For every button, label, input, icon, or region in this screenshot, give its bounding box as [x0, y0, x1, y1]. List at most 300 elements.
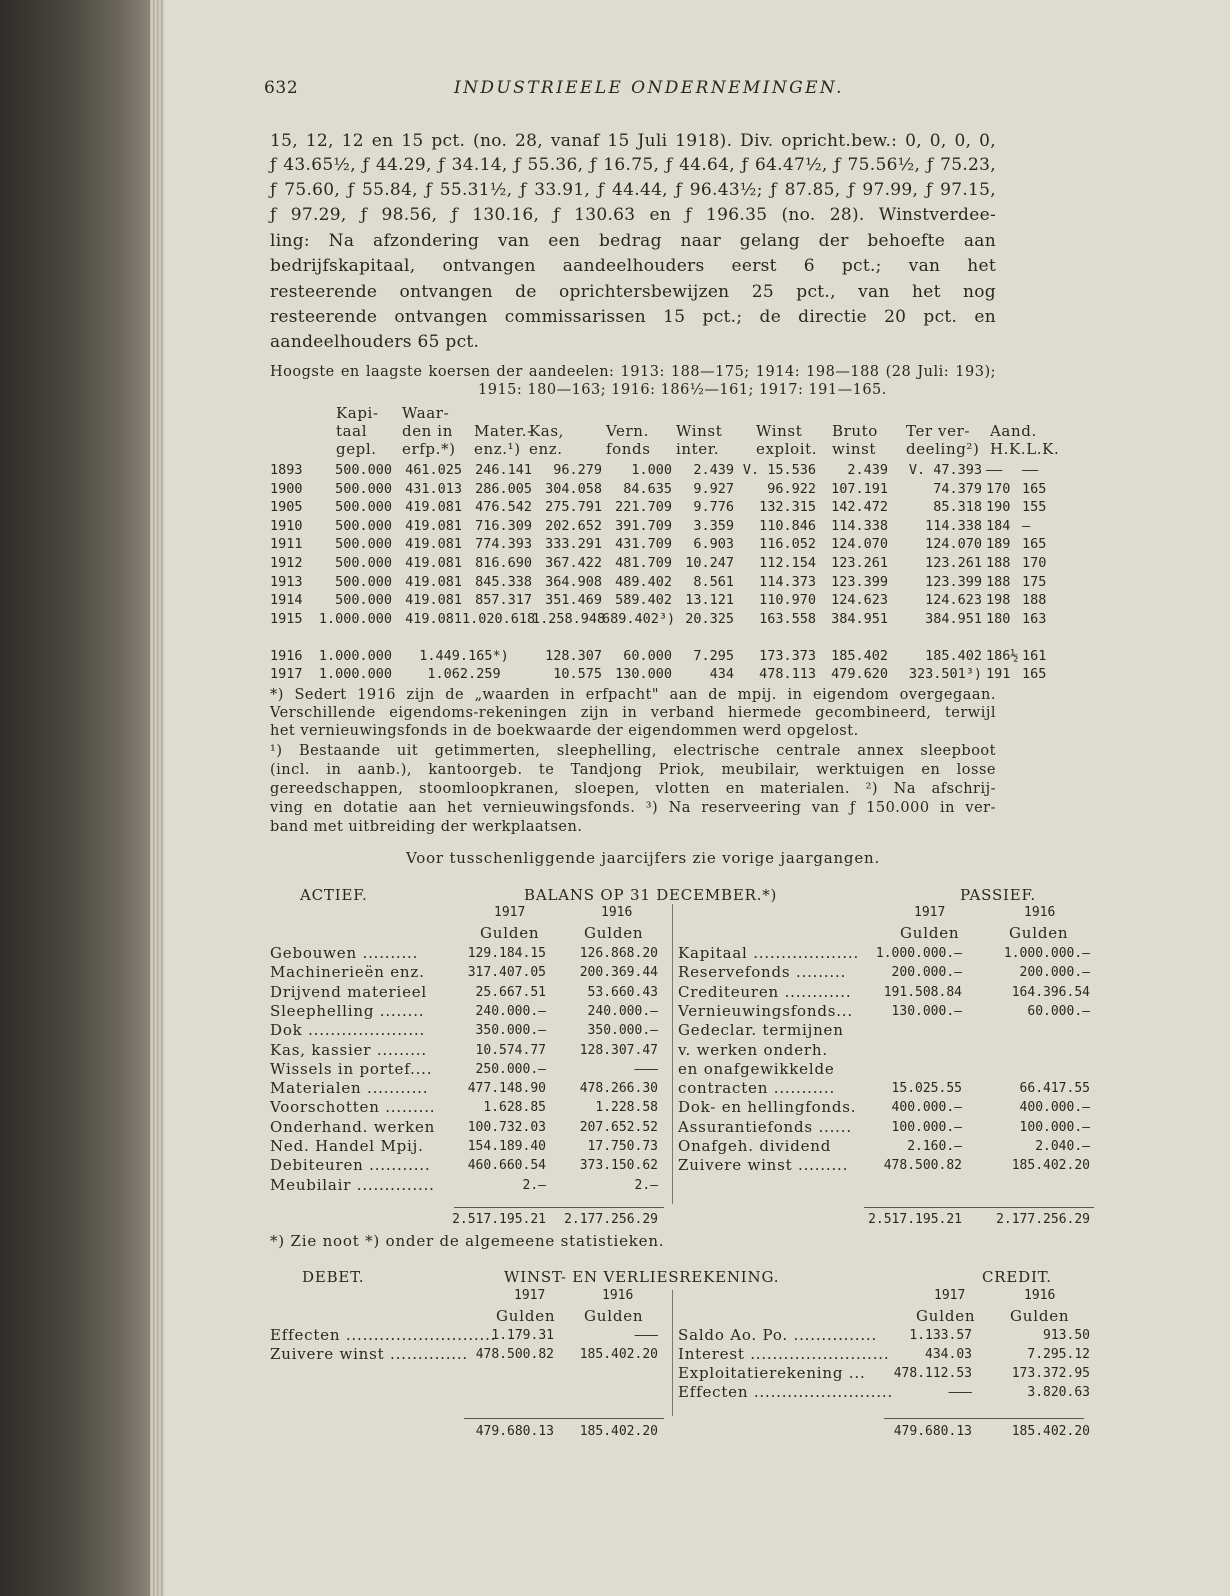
table-cell: 221.709	[615, 499, 672, 516]
credit-value-1916: 173.372.95	[1011, 1366, 1090, 1381]
actief-value-1916: ———	[634, 1061, 658, 1077]
winst-title: WINST- EN VERLIESREKENING.	[504, 1268, 780, 1286]
table-cell: 774.393	[475, 536, 532, 553]
footnote-line: *) Sedert 1916 zijn de „waarden in erfpacht" aan de mpij. in eigendom overgegaan.	[270, 687, 996, 703]
actief-value-1916: 17.750.73	[587, 1139, 658, 1154]
table-cell: 1.000.000	[318, 666, 392, 682]
table-cell: V. 47.393	[908, 462, 982, 478]
table-cell: 1.258.948	[532, 610, 606, 627]
passief-item: v. werken onderh.	[678, 1040, 828, 1059]
table-cell: 333.291	[545, 536, 602, 553]
actief-item: Machinerieën enz.	[270, 963, 425, 982]
table-cell: —	[1022, 517, 1031, 534]
kas-header: enz.	[529, 440, 563, 458]
table-cell: 6.903	[693, 536, 734, 553]
table-cell: 189	[986, 536, 1011, 553]
table-cell: 419.081	[405, 573, 462, 590]
actief-item: Onderhand. werken	[270, 1117, 436, 1136]
table-cell: ——	[986, 462, 1003, 478]
footnote-line: gereedschappen, stoomloopkranen, sloepen, vlotten en materialen. ²) Na afschrij-	[270, 781, 996, 797]
table-cell: 107.191	[831, 480, 888, 497]
column-divider	[672, 904, 673, 1204]
passief-value-1917: 15.025.55	[891, 1081, 962, 1097]
table-cell: 175	[1022, 573, 1047, 590]
table-cell: 123.399	[925, 573, 982, 590]
credit-item: Exploitatierekening ...	[678, 1364, 866, 1382]
table-cell: 185.402	[925, 648, 982, 664]
table-cell: 8.561	[693, 573, 734, 590]
table-cell: 186½	[986, 648, 1019, 664]
unit-label: Gulden	[1010, 1307, 1070, 1325]
table-cell: 185.402	[831, 648, 888, 664]
passief-value-1917: 100.000.—	[891, 1119, 962, 1135]
credit-value-1916: 913.50	[1043, 1328, 1090, 1343]
intro-line: ƒ 43.65½, ƒ 44.29, ƒ 34.14, ƒ 55.36, ƒ 16.75, ƒ 44.64, ƒ 64.47½, ƒ 75.56½, ƒ 75.23,	[270, 155, 996, 175]
intro-line: aandeelhouders 65 pct.	[270, 332, 480, 352]
actief-value-1917: 129.184.15	[467, 946, 546, 961]
table-cell: 123.261	[925, 555, 982, 571]
credit-value-1916: 3.820.63	[1027, 1385, 1090, 1400]
table-cell: 165	[1022, 536, 1047, 553]
footnote-line: ¹) Bestaande uit getimmerten, sleephelling, electrische centrale annex sleepboot	[270, 743, 996, 759]
passief-item: en onafgewikkelde	[678, 1059, 835, 1078]
passief-value-1917: 200.000.—	[891, 965, 962, 981]
table-cell: 384.951	[831, 610, 888, 627]
credit-total-1916: 185.402.20	[1011, 1424, 1090, 1439]
table-cell: 286.005	[475, 480, 532, 497]
table-cell: 190	[986, 499, 1011, 516]
table-cell: 132.315	[759, 499, 816, 516]
debet-value-1916: 185.402.20	[579, 1347, 658, 1362]
table-cell: 1893	[270, 462, 303, 478]
total-rule	[864, 1207, 1094, 1208]
running-title: INDUSTRIEELE ONDERNEMINGEN.	[454, 78, 844, 98]
table-cell: 1.000.000	[318, 648, 392, 664]
year-label: 1916	[601, 905, 633, 920]
table-cell: 114.338	[831, 517, 888, 534]
passief-total-1916: 2.177.256.29	[996, 1212, 1090, 1227]
table-cell: 188	[986, 555, 1011, 571]
intro-line: resteerende ontvangen commissarissen 15 pct.; de directie 20 pct. en	[270, 307, 996, 327]
year-label: 1916	[1024, 905, 1056, 920]
passief-item: Kapitaal ...................	[678, 944, 860, 962]
table-cell: 188	[986, 573, 1011, 590]
actief-value-1917: 460.660.54	[467, 1158, 546, 1174]
table-cell: 1915	[270, 610, 303, 627]
passief-value-1916: 2.040.—	[1035, 1139, 1090, 1154]
table-cell: 114.338	[925, 517, 982, 534]
credit-value-1917: 1.133.57	[909, 1328, 972, 1343]
table-cell: 816.690	[475, 555, 532, 571]
table-cell: 364.908	[545, 573, 602, 590]
credit-value-1917: 478.112.53	[893, 1366, 972, 1381]
passief-item: Crediteuren ............	[678, 982, 852, 1001]
actief-item: Meubilair ..............	[270, 1175, 435, 1194]
table-cell: 500.000	[335, 480, 392, 497]
table-cell: 431.709	[615, 536, 672, 553]
table-cell: 163.558	[759, 610, 816, 627]
credit-title: CREDIT.	[982, 1268, 1052, 1286]
footnote-line: (incl. in aanb.), kantoorgeb. te Tandjong Priok, meubilair, werktuigen en losse	[270, 762, 996, 778]
passief-item: Vernieuwingsfonds...	[678, 1001, 853, 1020]
table-cell: 20.325	[685, 610, 734, 627]
table-cell: 323.501³)	[908, 666, 982, 682]
table-cell: 275.791	[545, 499, 602, 516]
table-cell: 1916	[270, 648, 303, 664]
table-cell: 304.058	[545, 480, 602, 497]
unit-label: Gulden	[916, 1307, 976, 1325]
table-cell: 1914	[270, 592, 303, 609]
page-number: 632	[264, 78, 299, 98]
table-cell: 188	[1022, 592, 1047, 609]
table-cell: 191	[986, 666, 1011, 682]
aand-header: Aand.	[990, 422, 1037, 440]
table-cell: 481.709	[615, 555, 672, 571]
table-cell: 173.373	[759, 648, 816, 664]
intro-line: ling: Na afzondering van een bedrag naar gelang der behoefte aan	[270, 231, 996, 251]
table-cell: 170	[1022, 555, 1047, 571]
passief-value-1916: 60.000.—	[1027, 1003, 1090, 1019]
passief-item: Dok- en hellingfonds.	[678, 1098, 857, 1117]
koersen-line: Hoogste en laagste koersen der aandeelen: 1913: 188—175; 1914: 198—188 (28 Juli: 193);	[270, 364, 996, 380]
credit-value-1917: 434.03	[925, 1347, 972, 1362]
debet-total-1917: 479.680.13	[475, 1424, 554, 1439]
table-cell: 489.402	[615, 573, 672, 590]
passief-value-1916: 1.000.000.—	[1003, 946, 1090, 961]
table-cell: 165	[1022, 480, 1047, 497]
actief-item: Dok .....................	[270, 1021, 426, 1040]
actief-item: Debiteuren ...........	[270, 1156, 431, 1175]
table-cell: 124.070	[925, 536, 982, 553]
unit-label: Gulden	[1009, 924, 1069, 942]
actief-value-1917: 10.574.77	[475, 1042, 546, 1058]
intro-line: 15, 12, 12 en 15 pct. (no. 28, vanaf 15 Juli 1918). Div. opricht.bew.: 0, 0, 0, 0,	[270, 131, 996, 151]
table-cell: 114.373	[759, 573, 816, 590]
table-cell: 500.000	[335, 499, 392, 516]
vern-header: fonds	[606, 440, 651, 458]
credit-item: Saldo Ao. Po. ...............	[678, 1326, 878, 1344]
actief-value-1917: 154.189.40	[467, 1139, 546, 1154]
table-cell: 13.121	[685, 592, 734, 609]
actief-item: Gebouwen ..........	[270, 944, 419, 962]
koersen-line: 1915: 180—163; 1916: 186½—161; 1917: 191—165.	[478, 382, 887, 398]
actief-value-1917: 25.667.51	[475, 984, 546, 1000]
table-cell: ——	[1022, 462, 1039, 478]
total-rule	[454, 1207, 664, 1208]
bruto-header: Bruto	[832, 422, 878, 440]
actief-total-1916: 2.177.256.29	[564, 1212, 658, 1227]
ter-verdeeling-header: deeling²)	[906, 440, 980, 458]
actief-value-1916: 2.—	[634, 1177, 658, 1193]
passief-item: contracten ...........	[678, 1079, 836, 1098]
table-cell: 2.439	[693, 462, 734, 478]
credit-total-1917: 479.680.13	[893, 1424, 972, 1439]
table-cell: 123.399	[831, 573, 888, 590]
actief-item: Materialen ...........	[270, 1079, 429, 1098]
table-cell: 9.927	[693, 480, 734, 497]
year-label: 1917	[914, 905, 946, 920]
debet-title: DEBET.	[302, 1268, 365, 1286]
passief-value-1916: 400.000.—	[1019, 1100, 1090, 1116]
vern-header: Vern.	[606, 422, 649, 440]
table-cell: 845.338	[475, 573, 532, 590]
actief-value-1916: 1.228.58	[595, 1100, 658, 1116]
table-cell: 367.422	[545, 555, 602, 571]
table-cell: 500.000	[335, 573, 392, 590]
credit-value-1917: ———	[948, 1385, 972, 1400]
aand-header: H.K.L.K.	[990, 440, 1060, 458]
table-cell: 716.309	[475, 517, 532, 534]
credit-value-1916: 7.295.12	[1027, 1347, 1090, 1362]
waarden-header: den in	[402, 422, 453, 440]
table-cell: 589.402	[615, 592, 672, 609]
table-cell: 434	[709, 666, 734, 682]
kapitaal-header: taal	[336, 422, 368, 440]
table-cell: 110.846	[759, 517, 816, 534]
passief-value-1917: 478.500.82	[883, 1158, 962, 1174]
table-cell: 161	[1022, 648, 1047, 664]
table-cell: 500.000	[335, 536, 392, 553]
table-cell: 419.081	[405, 499, 462, 516]
table-cell: 96.279	[553, 462, 602, 478]
table-cell: 170	[986, 480, 1011, 497]
actief-value-1917: 250.000.—	[475, 1061, 546, 1077]
total-rule	[464, 1418, 664, 1419]
passief-value-1916: 164.396.54	[1011, 984, 1090, 1000]
kapitaal-header: gepl.	[336, 440, 377, 458]
table-cell: 479.620	[831, 666, 888, 682]
actief-value-1917: 317.407.05	[467, 965, 546, 981]
year-label: 1917	[514, 1288, 546, 1303]
passief-item: Gedeclar. termijnen	[678, 1021, 844, 1040]
footnote-line: het vernieuwingsfonds in de boekwaarde der eigendommen werd opgelost.	[270, 723, 859, 739]
page-stack-edge	[150, 0, 164, 1596]
passief-title: PASSIEF.	[960, 886, 1036, 904]
actief-item: Drijvend materieel	[270, 982, 428, 1001]
waarden-header: erfp.*)	[402, 440, 456, 458]
table-cell: 419.081	[405, 517, 462, 534]
actief-value-1917: 1.628.85	[483, 1100, 546, 1116]
table-cell: 142.472	[831, 499, 888, 516]
actief-value-1916: 53.660.43	[587, 984, 658, 1000]
ter-verdeeling-header: Ter ver-	[906, 422, 971, 440]
table-cell: 165	[1022, 666, 1047, 682]
table-cell: 431.013	[405, 480, 462, 497]
year-label: 1917	[494, 905, 526, 920]
table-cell: 1910	[270, 517, 303, 534]
balans-title: BALANS OP 31 DECEMBER.*)	[524, 886, 778, 904]
table-cell: 1900	[270, 480, 303, 497]
mater-header: enz.¹)	[474, 440, 521, 458]
actief-value-1916: 207.652.52	[579, 1119, 658, 1135]
table-cell: 500.000	[335, 462, 392, 478]
table-cell: 500.000	[335, 517, 392, 534]
table-cell: 123.261	[831, 555, 888, 571]
debet-item: Zuivere winst ..............	[270, 1345, 468, 1363]
passief-value-1917: 400.000.—	[891, 1100, 962, 1116]
table-cell: 130.000	[615, 666, 672, 682]
passief-value-1917: 1.000.000.—	[875, 946, 962, 961]
actief-item: Sleephelling ........	[270, 1001, 425, 1020]
actief-value-1916: 373.150.62	[579, 1158, 658, 1174]
passief-value-1916: 200.000.—	[1019, 965, 1090, 981]
year-label: 1917	[934, 1288, 966, 1303]
table-cell: 10.575	[553, 666, 602, 682]
table-cell: 60.000	[623, 648, 672, 664]
actief-value-1916: 478.266.30	[579, 1081, 658, 1097]
table-cell: 2.439	[847, 462, 888, 478]
table-cell: 124.623	[925, 592, 982, 609]
table-cell: 7.295	[693, 648, 734, 664]
table-cell: 74.379	[933, 480, 982, 497]
kapitaal-header: Kapi-	[336, 404, 379, 422]
table-cell: 128.307	[545, 648, 602, 664]
table-cell: 163	[1022, 610, 1047, 627]
table-cell: 1.000	[631, 462, 672, 478]
table-cell: 112.154	[759, 555, 816, 571]
unit-label: Gulden	[496, 1307, 556, 1325]
winst-inter-header: Winst	[676, 422, 723, 440]
table-cell: 84.635	[623, 480, 672, 497]
year-label: 1916	[1024, 1288, 1056, 1303]
actief-value-1916: 350.000.—	[587, 1023, 658, 1039]
winst-exploit-header: exploit.	[756, 440, 818, 458]
table-cell: 202.652	[545, 517, 602, 534]
table-cell: 689.402³)	[602, 610, 676, 627]
table-cell: 1911	[270, 536, 303, 553]
table-cell: 246.141	[475, 462, 532, 478]
debet-total-1916: 185.402.20	[579, 1424, 658, 1439]
total-rule	[884, 1418, 1084, 1419]
column-divider	[672, 1290, 673, 1416]
actief-item: Ned. Handel Mpij.	[270, 1137, 424, 1155]
actief-item: Kas, kassier .........	[270, 1040, 427, 1059]
table-cell: 1912	[270, 555, 303, 571]
actief-item: Wissels in portef....	[270, 1059, 433, 1078]
table-cell: 419.081	[405, 555, 462, 571]
actief-title: ACTIEF.	[300, 886, 368, 904]
intro-line: resteerende ontvangen de oprichtersbewijzen 25 pct., van het nog	[270, 282, 996, 302]
passief-item: Onafgeh. dividend	[678, 1137, 832, 1155]
table-cell: 1.000.000	[318, 610, 392, 627]
table-cell: 391.709	[615, 517, 672, 534]
table-cell: 155	[1022, 499, 1047, 516]
footnote-line: Verschillende eigendoms-rekeningen zijn in verband hiermede gecombineerd, terwijl	[270, 705, 996, 721]
table-cell: 10.247	[685, 555, 734, 571]
actief-value-1917: 100.732.03	[467, 1119, 546, 1135]
passief-value-1917: 191.508.84	[883, 984, 962, 1000]
passief-value-1917: 130.000.—	[891, 1003, 962, 1019]
document-page	[164, 0, 1230, 1596]
table-cell: 500.000	[335, 592, 392, 609]
table-cell: 9.776	[693, 499, 734, 516]
passief-value-1916: 185.402.20	[1011, 1158, 1090, 1174]
table-cell: 124.070	[831, 536, 888, 553]
debet-value-1917: 1.179.31	[491, 1328, 554, 1343]
footnote-line: ving en dotatie aan het vernieuwingsfonds. ³) Na reserveering van ƒ 150.000 in ver-	[270, 800, 996, 816]
table-cell: 478.113	[759, 666, 816, 682]
intro-line: bedrijfskapitaal, ontvangen aandeelhouders eerst 6 pct.; van het	[270, 256, 996, 276]
passief-item: Assurantiefonds ......	[678, 1117, 852, 1136]
table-cell: 116.052	[759, 536, 816, 553]
passief-total-1917: 2.517.195.21	[868, 1212, 962, 1227]
table-cell: 1.020.618	[462, 610, 536, 627]
credit-item: Interest .........................	[678, 1345, 890, 1363]
passief-item: Zuivere winst .........	[678, 1156, 849, 1175]
actief-value-1916: 128.307.47	[579, 1042, 658, 1058]
debet-item: Effecten ...........................	[270, 1326, 497, 1344]
passief-value-1917: 2.160.—	[907, 1139, 962, 1154]
table-cell: 3.359	[693, 517, 734, 534]
table-cell: 419.081	[405, 536, 462, 553]
table-cell: 1905	[270, 499, 303, 516]
mater-header: Mater.-	[474, 422, 533, 440]
table-cell: 857.317	[475, 592, 532, 609]
table-cell: 184	[986, 517, 1011, 534]
waarden-header: Waar-	[402, 404, 450, 422]
actief-item: Voorschotten .........	[270, 1098, 436, 1117]
table-cell: 500.000	[335, 555, 392, 571]
book-spine	[0, 0, 150, 1596]
table-cell: 180	[986, 610, 1011, 627]
unit-label: Gulden	[584, 1307, 644, 1325]
table-cell: 124.623	[831, 592, 888, 609]
actief-value-1916: 126.868.20	[579, 946, 658, 961]
table-cell: 419.081	[405, 610, 462, 627]
passief-value-1916: 66.417.55	[1019, 1081, 1090, 1097]
table-cell: 384.951	[925, 610, 982, 627]
winst-exploit-header: Winst	[756, 422, 803, 440]
unit-label: Gulden	[480, 924, 540, 942]
intro-line: ƒ 75.60, ƒ 55.84, ƒ 55.31½, ƒ 33.91, ƒ 44.44, ƒ 96.43½; ƒ 87.85, ƒ 97.99, ƒ 97.15,	[270, 180, 996, 200]
table-cell: 198	[986, 592, 1011, 609]
table-cell: 476.542	[475, 499, 532, 516]
table-cell: 1917	[270, 666, 303, 682]
table-cell: 96.922	[767, 480, 816, 497]
unit-label: Gulden	[900, 924, 960, 942]
footnote-line: band met uitbreiding der werkplaatsen.	[270, 819, 583, 835]
bruto-header: winst	[832, 440, 877, 458]
table-cell: 1.449.165*)	[419, 648, 509, 664]
table-cell: 1.062.259	[427, 666, 501, 682]
table-cell: 1913	[270, 573, 303, 590]
table-cell: 419.081	[405, 592, 462, 609]
table-cell: 85.318	[933, 499, 982, 516]
year-label: 1916	[602, 1288, 634, 1303]
kas-header: Kas,	[529, 422, 565, 440]
debet-value-1916: ———	[634, 1328, 658, 1343]
table-cell: 461.025	[405, 462, 462, 478]
table-cell: 110.970	[759, 592, 816, 609]
actief-value-1916: 200.369.44	[579, 965, 658, 981]
actief-value-1916: 240.000.—	[587, 1003, 658, 1019]
actief-value-1917: 2.—	[522, 1177, 546, 1193]
actief-value-1917: 477.148.90	[467, 1081, 546, 1097]
balans-footnote: *) Zie noot *) onder de algemeene statistieken.	[270, 1232, 665, 1250]
actief-total-1917: 2.517.195.21	[452, 1212, 546, 1227]
intro-line: ƒ 97.29, ƒ 98.56, ƒ 130.16, ƒ 130.63 en ƒ 196.35 (no. 28). Winstverdee-	[270, 205, 996, 225]
debet-value-1917: 478.500.82	[475, 1347, 554, 1362]
unit-label: Gulden	[584, 924, 644, 942]
passief-item: Reservefonds .........	[678, 963, 847, 982]
passief-value-1916: 100.000.—	[1019, 1119, 1090, 1135]
table-cell: V. 15.536	[742, 462, 816, 478]
actief-value-1917: 240.000.—	[475, 1003, 546, 1019]
credit-item: Effecten .........................	[678, 1383, 894, 1401]
voor-line: Voor tusschenliggende jaarcijfers zie vorige jaargangen.	[406, 849, 881, 867]
table-cell: 351.469	[545, 592, 602, 609]
actief-value-1917: 350.000.—	[475, 1023, 546, 1039]
